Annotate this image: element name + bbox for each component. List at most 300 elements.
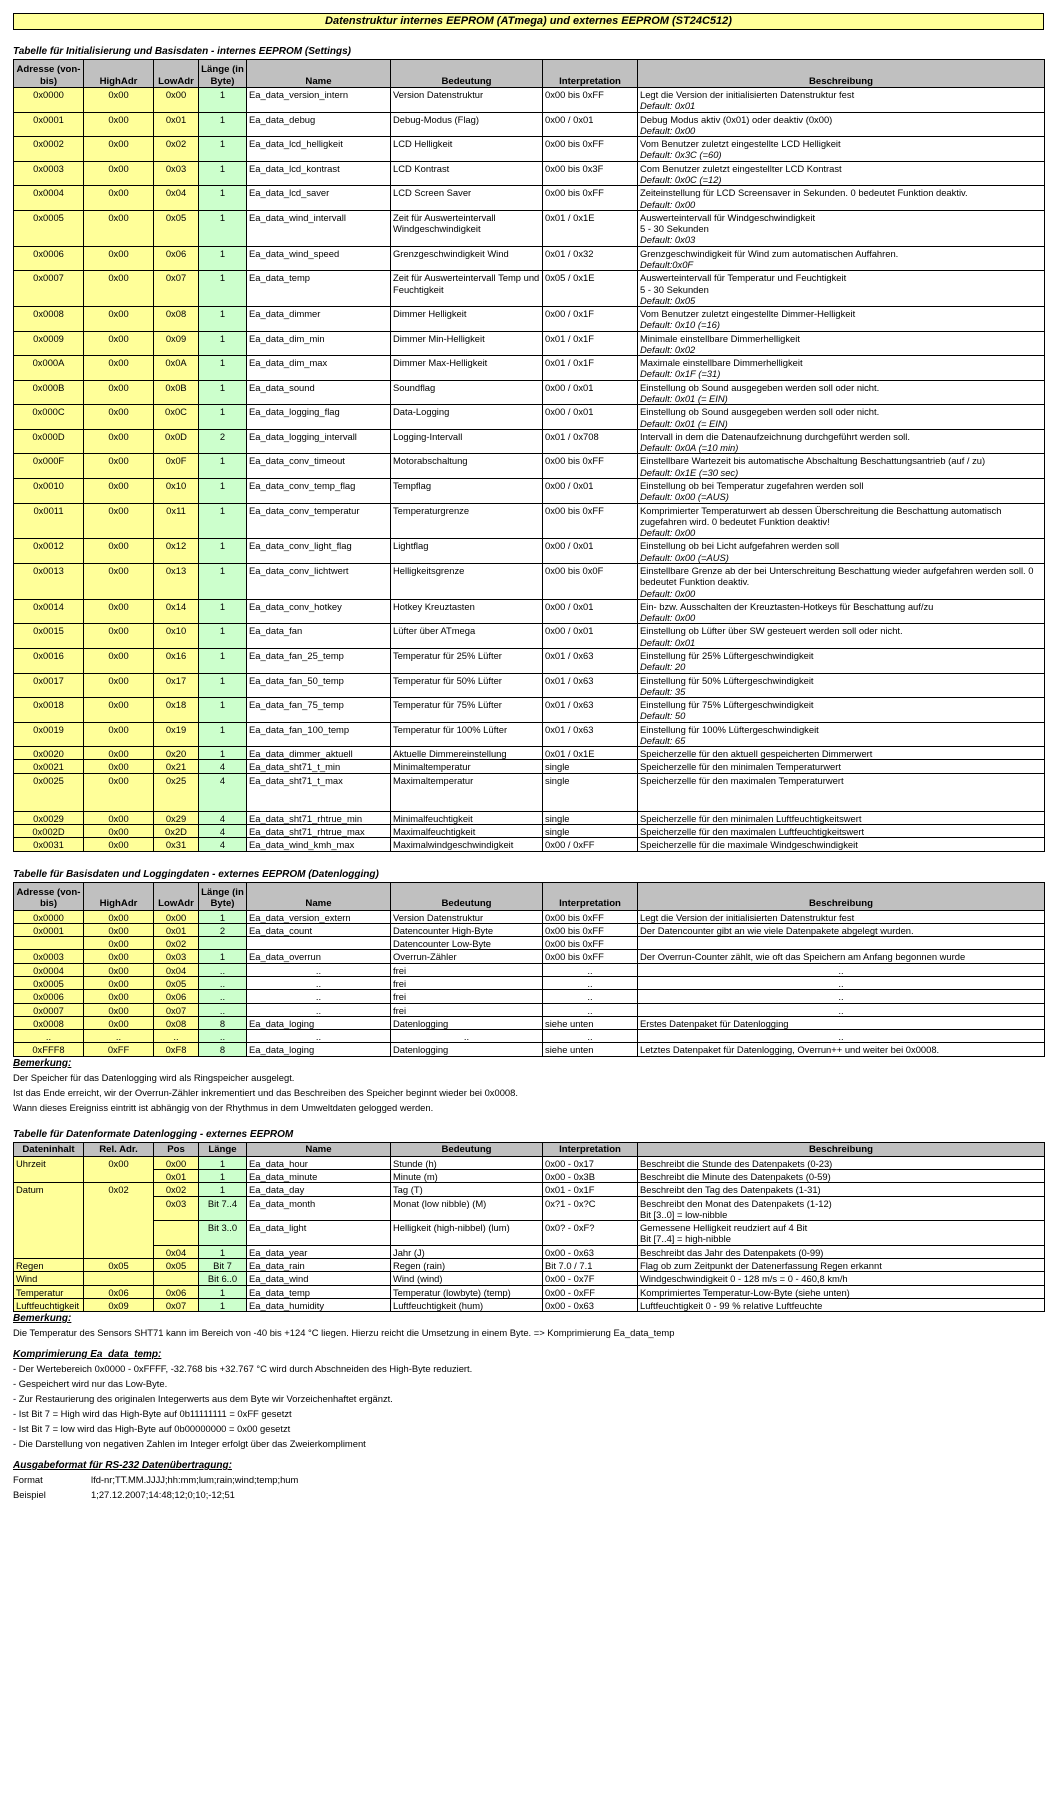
col-header-laenge: Länge (in Byte) xyxy=(199,882,247,910)
cell-interpretation: Bit 7.0 / 7.1 xyxy=(543,1258,638,1271)
cell-highadr: .. xyxy=(84,1030,154,1043)
cell-bedeutung: Aktuelle Dimmereinstellung xyxy=(391,747,543,760)
cell-lowadr: 0x03 xyxy=(154,950,199,963)
desc-line: Vom Benutzer zuletzt eingestellte Dimmer-Helligkeit xyxy=(640,308,856,320)
cell-adresse: 0x0021 xyxy=(14,760,84,773)
desc-line: 5 - 30 Sekunden xyxy=(640,223,709,235)
desc-line: Auswerteintervall für Windgeschwindigkeit xyxy=(640,211,816,223)
default-value: Default: 0x00 xyxy=(640,124,696,136)
default-value: Default:0x0F xyxy=(640,258,694,270)
cell-name: Ea_data_wind_intervall xyxy=(247,210,391,246)
cell-lowadr: 0x14 xyxy=(154,599,199,624)
cell-adresse: 0x0000 xyxy=(14,88,84,113)
cell-name: Ea_data_lcd_saver xyxy=(247,186,391,211)
cell-lowadr: 0x06 xyxy=(154,246,199,271)
cell-beschreibung: .. xyxy=(638,1030,1045,1043)
cell-bedeutung: frei xyxy=(391,977,543,990)
col-header-highadr: HighAdr xyxy=(84,60,154,88)
example-value: 1;27.12.2007;14:48;12;0;10;-12;51 xyxy=(91,1489,235,1501)
table-row xyxy=(14,1183,1045,1196)
cell-bedeutung: frei xyxy=(391,1003,543,1016)
cell-adresse: 0x0001 xyxy=(14,112,84,137)
desc-line: Minimale einstellbare Dimmerhelligkeit xyxy=(640,332,800,344)
cell-pos: 0x02 xyxy=(154,1183,199,1196)
format-table-body xyxy=(14,1156,1045,1311)
desc-line: Luftfeuchtigkeit 0 - 99 % relative Luftfeuchte xyxy=(640,1299,823,1311)
cell-interpretation: 0x00 bis 0xFF xyxy=(543,910,638,923)
cell-interpretation: 0x00 / 0x01 xyxy=(543,479,638,504)
cell-bedeutung: Wind (wind) xyxy=(391,1272,543,1285)
cell-beschreibung xyxy=(638,331,1045,356)
cell-name: Ea_data_sht71_t_min xyxy=(247,760,391,773)
desc-line: Grenzgeschwindigkeit für Wind zum automatischen Auffahren. xyxy=(640,247,899,259)
cell-laenge: 1 xyxy=(199,910,247,923)
cell-highadr: 0x00 xyxy=(84,990,154,1003)
cell-bedeutung: Logging-Intervall xyxy=(391,429,543,454)
cell-adresse: 0x0007 xyxy=(14,1003,84,1016)
table-row xyxy=(14,1285,1045,1298)
cell-laenge: 4 xyxy=(199,811,247,824)
cell-name: Ea_data_loging xyxy=(247,1043,391,1056)
desc-line: Flag ob zum Zeitpunkt der Datenerfassung Regen erkannt xyxy=(640,1259,882,1271)
table-row xyxy=(14,307,1045,332)
cell-interpretation: 0x00 bis 0xFF xyxy=(543,454,638,479)
cell-bedeutung: Temperatur für 25% Lüfter xyxy=(391,648,543,673)
desc-line: Intervall in dem die Datenaufzeichnung durchgeführt werden soll. xyxy=(640,430,910,442)
cell-interpretation: 0x01 / 0x1E xyxy=(543,210,638,246)
desc-line: Vom Benutzer zuletzt eingestellte LCD Helligkeit xyxy=(640,138,841,150)
col-header-interpretation: Interpretation xyxy=(543,882,638,910)
cell-interpretation: 0x05 / 0x1E xyxy=(543,271,638,307)
cell-highadr: 0x00 xyxy=(84,773,154,811)
cell-interpretation: 0x01 / 0x1F xyxy=(543,356,638,381)
cell-pos: 0x00 xyxy=(154,1156,199,1169)
desc-line: Einstellung für 50% Lüftergeschwindigkeit xyxy=(640,674,814,686)
table-row xyxy=(14,990,1045,1003)
cell-interpretation: 0x00 - 0x7F xyxy=(543,1272,638,1285)
cell-interpretation: 0x?1 - 0x?C xyxy=(543,1196,638,1221)
cell-beschreibung xyxy=(638,698,1045,723)
cell-reladr: 0x02 xyxy=(84,1183,154,1259)
cell-beschreibung: Legt die Version der initialisierten Datenstruktur fest xyxy=(638,910,1045,923)
logging-table-body xyxy=(14,910,1045,1056)
cell-interpretation: 0x01 / 0x1E xyxy=(543,747,638,760)
cell-lowadr: 0x16 xyxy=(154,648,199,673)
desc-line: Speicherzelle für den maximalen Temperaturwert xyxy=(640,774,844,786)
example-label: Beispiel xyxy=(13,1489,46,1501)
default-value: Default: 35 xyxy=(640,685,686,697)
desc-line: Auswerteintervall für Temperatur und Feuchtigkeit xyxy=(640,272,847,284)
cell-interpretation: .. xyxy=(543,963,638,976)
table-row xyxy=(14,937,1045,950)
desc-line: Beschreibt das Jahr des Datenpakets (0-99) xyxy=(640,1246,824,1258)
desc-line: Einstellbare Wartezeit bis automatische Abschaltung Beschattungsantrieb (auf / zu) xyxy=(640,455,986,467)
table-row xyxy=(14,648,1045,673)
cell-bedeutung: frei xyxy=(391,990,543,1003)
cell-laenge: 1 xyxy=(199,405,247,430)
cell-dateninhalt: Regen xyxy=(14,1258,84,1271)
cell-interpretation: .. xyxy=(543,1030,638,1043)
table-row xyxy=(14,1196,1045,1221)
cell-adresse: 0x0017 xyxy=(14,673,84,698)
cell-adresse: 0x0015 xyxy=(14,624,84,649)
cell-lowadr: 0x0F xyxy=(154,454,199,479)
cell-bedeutung: Temperatur für 75% Lüfter xyxy=(391,698,543,723)
table-row xyxy=(14,271,1045,307)
cell-adresse: 0x0009 xyxy=(14,331,84,356)
table-row xyxy=(14,950,1045,963)
cell-lowadr: 0x06 xyxy=(154,990,199,1003)
col-header-name: Name xyxy=(247,882,391,910)
table-row xyxy=(14,356,1045,381)
cell-adresse: 0x0016 xyxy=(14,648,84,673)
cell-adresse: 0x0014 xyxy=(14,599,84,624)
col-header-beschreibung: Beschreibung xyxy=(638,882,1045,910)
desc-line: Einstellung ob Sound ausgegeben werden soll oder nicht. xyxy=(640,381,880,393)
cell-laenge: 1 xyxy=(199,380,247,405)
default-value: Default: 65 xyxy=(640,734,686,746)
default-value: Default: 0x01 (= EIN) xyxy=(640,417,728,429)
cell-beschreibung xyxy=(638,1156,1045,1169)
cell-bedeutung: Debug-Modus (Flag) xyxy=(391,112,543,137)
cell-pos: 0x04 xyxy=(154,1245,199,1258)
default-value: Default: 0x3C (=60) xyxy=(640,149,722,161)
cell-adresse: 0x0019 xyxy=(14,722,84,747)
cell-adresse: 0x0011 xyxy=(14,503,84,539)
cell-name: Ea_data_month xyxy=(247,1196,391,1221)
desc-line: Einstellbare Grenze ab der bei Unterschreitung Beschattung wieder aufgefahren werden soll. 0 bedeutet Funktion deaktiv. xyxy=(640,564,1034,588)
cell-interpretation: 0x01 / 0x32 xyxy=(543,246,638,271)
cell-highadr: 0x00 xyxy=(84,161,154,186)
cell-interpretation: 0x00 - 0x63 xyxy=(543,1245,638,1258)
cell-beschreibung xyxy=(638,539,1045,564)
cell-name: Ea_data_temp xyxy=(247,271,391,307)
cell-adresse: 0x0007 xyxy=(14,271,84,307)
table-row xyxy=(14,977,1045,990)
cell-beschreibung xyxy=(638,722,1045,747)
cell-lowadr: 0x2D xyxy=(154,825,199,838)
cell-adresse xyxy=(14,937,84,950)
format-table xyxy=(13,1142,1045,1312)
cell-lowadr: 0x17 xyxy=(154,673,199,698)
cell-interpretation: 0x00 bis 0xFF xyxy=(543,186,638,211)
cell-name: Ea_data_count xyxy=(247,923,391,936)
cell-name: Ea_data_lcd_kontrast xyxy=(247,161,391,186)
cell-highadr: 0x00 xyxy=(84,186,154,211)
cell-pos xyxy=(154,1221,199,1246)
cell-highadr: 0x00 xyxy=(84,673,154,698)
cell-adresse: 0x000C xyxy=(14,405,84,430)
cell-highadr: 0x00 xyxy=(84,698,154,723)
cell-bedeutung: Jahr (J) xyxy=(391,1245,543,1258)
cell-bedeutung: Motorabschaltung xyxy=(391,454,543,479)
cell-interpretation: 0x00 / 0x01 xyxy=(543,539,638,564)
section2-note-line: Der Speicher für das Datenlogging wird als Ringspeicher ausgelegt. xyxy=(13,1071,295,1083)
cell-adresse: 0x0025 xyxy=(14,773,84,811)
compress-line: - Ist Bit 7 = low wird das High-Byte auf 0b00000000 = 0x00 gesetzt xyxy=(13,1423,291,1435)
cell-pos: 0x06 xyxy=(154,1285,199,1298)
cell-adresse: 0x0005 xyxy=(14,977,84,990)
desc-line: Windgeschwindigkeit 0 - 128 m/s = 0 - 460,8 km/h xyxy=(640,1273,848,1285)
col-header-interpretation: Interpretation xyxy=(543,60,638,88)
cell-highadr: 0x00 xyxy=(84,910,154,923)
example-row xyxy=(13,1487,1044,1502)
compress-title: Komprimierung Ea_data_temp: xyxy=(13,1349,162,1361)
desc-line: Einstellung ob bei Licht aufgefahren werden soll xyxy=(640,540,840,552)
cell-bedeutung: Dimmer Min-Helligkeit xyxy=(391,331,543,356)
cell-bedeutung: Temperatur (lowbyte) (temp) xyxy=(391,1285,543,1298)
default-value: Default: 50 xyxy=(640,710,686,722)
cell-reladr: 0x06 xyxy=(84,1285,154,1298)
cell-beschreibung xyxy=(638,1169,1045,1182)
cell-beschreibung xyxy=(638,563,1045,599)
cell-bedeutung: Version Datenstruktur xyxy=(391,910,543,923)
cell-laenge: 4 xyxy=(199,838,247,851)
cell-bedeutung: LCD Kontrast xyxy=(391,161,543,186)
cell-lowadr: 0x05 xyxy=(154,210,199,246)
cell-name: Ea_data_sht71_rhtrue_max xyxy=(247,825,391,838)
cell-interpretation: 0x01 / 0x63 xyxy=(543,648,638,673)
cell-bedeutung: Monat (low nibble) (M) xyxy=(391,1196,543,1221)
cell-beschreibung: .. xyxy=(638,963,1045,976)
cell-interpretation: siehe unten xyxy=(543,1016,638,1029)
cell-bedeutung: Zeit für Auswerteintervall Temp und Feuchtigkeit xyxy=(391,271,543,307)
cell-beschreibung xyxy=(638,1221,1045,1246)
cell-laenge: 8 xyxy=(199,1016,247,1029)
cell-bedeutung: Overrun-Zähler xyxy=(391,950,543,963)
table-row xyxy=(14,186,1045,211)
cell-reladr: 0x00 xyxy=(84,1156,154,1183)
cell-beschreibung xyxy=(638,161,1045,186)
cell-name: Ea_data_version_intern xyxy=(247,88,391,113)
table-row xyxy=(14,429,1045,454)
settings-table xyxy=(13,59,1045,852)
col-header-lowadr: LowAdr xyxy=(154,60,199,88)
cell-pos: 0x01 xyxy=(154,1169,199,1182)
table-row xyxy=(14,161,1045,186)
cell-highadr: 0x00 xyxy=(84,356,154,381)
cell-beschreibung xyxy=(638,210,1045,246)
cell-laenge: Bit 7..4 xyxy=(199,1196,247,1221)
section2-note-line: Wann dieses Ereigniss eintritt ist abhängig von der Rhythmus in dem Umweltdaten gelogged werden. xyxy=(13,1101,434,1113)
cell-adresse: 0x0006 xyxy=(14,246,84,271)
cell-name: Ea_data_fan_75_temp xyxy=(247,698,391,723)
cell-adresse: 0xFFF8 xyxy=(14,1043,84,1056)
cell-lowadr: 0x18 xyxy=(154,698,199,723)
table-row xyxy=(14,698,1045,723)
desc-line: Einstellung ob Lüfter über SW gesteuert werden soll oder nicht. xyxy=(640,625,903,637)
cell-bedeutung: Datenlogging xyxy=(391,1043,543,1056)
cell-highadr: 0x00 xyxy=(84,760,154,773)
cell-laenge: 1 xyxy=(199,563,247,599)
table-row xyxy=(14,760,1045,773)
cell-highadr: 0x00 xyxy=(84,331,154,356)
col-header-pos: Pos xyxy=(154,1142,199,1156)
cell-beschreibung: .. xyxy=(638,1003,1045,1016)
cell-interpretation: 0x01 / 0x63 xyxy=(543,698,638,723)
cell-bedeutung: Dimmer Max-Helligkeit xyxy=(391,356,543,381)
cell-name: Ea_data_fan_50_temp xyxy=(247,673,391,698)
cell-highadr: 0x00 xyxy=(84,454,154,479)
cell-bedeutung: LCD Helligkeit xyxy=(391,137,543,162)
cell-pos xyxy=(154,1272,199,1285)
cell-highadr: 0x00 xyxy=(84,624,154,649)
cell-interpretation: 0x00 - 0x63 xyxy=(543,1298,638,1311)
cell-lowadr: 0x00 xyxy=(154,88,199,113)
table-row xyxy=(14,825,1045,838)
section3-title: Tabelle für Datenformate Datenlogging - externes EEPROM xyxy=(13,1128,294,1140)
desc-line: Beschreibt den Tag des Datenpakets (1-31) xyxy=(640,1184,821,1196)
cell-name: Ea_data_conv_timeout xyxy=(247,454,391,479)
default-value: Default: 0x1E (=30 sec) xyxy=(640,466,739,478)
default-value: Default: 0x03 xyxy=(640,234,696,246)
cell-laenge: 1 xyxy=(199,88,247,113)
cell-laenge: .. xyxy=(199,977,247,990)
default-value: Default: 0x1F (=31) xyxy=(640,368,721,380)
page-title: Datenstruktur internes EEPROM (ATmega) und externes EEPROM (ST24C512) xyxy=(13,13,1044,30)
col-header-reladr: Rel. Adr. xyxy=(84,1142,154,1156)
cell-adresse: 0x0004 xyxy=(14,963,84,976)
cell-beschreibung: Der Overrun-Counter zählt, wie oft das Speichern am Anfang begonnen wurde xyxy=(638,950,1045,963)
section2-note-title: Bemerkung: xyxy=(13,1057,72,1069)
cell-adresse: 0x0005 xyxy=(14,210,84,246)
desc-line: Einstellung ob Sound ausgegeben werden soll oder nicht. xyxy=(640,406,880,418)
cell-beschreibung xyxy=(638,825,1045,838)
cell-beschreibung xyxy=(638,673,1045,698)
table-row xyxy=(14,1003,1045,1016)
cell-name: Ea_data_logging_flag xyxy=(247,405,391,430)
desc-line: Einstellung für 100% Lüftergeschwindigkeit xyxy=(640,723,819,735)
cell-reladr xyxy=(84,1272,154,1285)
table-row xyxy=(14,380,1045,405)
cell-beschreibung xyxy=(638,1245,1045,1258)
cell-laenge: 1 xyxy=(199,1169,247,1182)
cell-bedeutung: Minimalfeuchtigkeit xyxy=(391,811,543,824)
cell-name: Ea_data_wind xyxy=(247,1272,391,1285)
cell-laenge: .. xyxy=(199,1003,247,1016)
table-row xyxy=(14,1272,1045,1285)
cell-interpretation: 0x00 - 0x17 xyxy=(543,1156,638,1169)
table-row xyxy=(14,923,1045,936)
cell-beschreibung xyxy=(638,429,1045,454)
cell-interpretation: single xyxy=(543,773,638,811)
cell-adresse: 0x0006 xyxy=(14,990,84,1003)
cell-highadr: 0x00 xyxy=(84,271,154,307)
table-row xyxy=(14,1245,1045,1258)
cell-beschreibung xyxy=(638,246,1045,271)
col-header-beschreibung: Beschreibung xyxy=(638,60,1045,88)
cell-interpretation: 0x01 / 0x63 xyxy=(543,673,638,698)
table-row xyxy=(14,838,1045,851)
cell-bedeutung: Luftfeuchtigkeit (hum) xyxy=(391,1298,543,1311)
cell-name: Ea_data_sht71_t_max xyxy=(247,773,391,811)
cell-laenge: Bit 7 xyxy=(199,1258,247,1271)
cell-bedeutung: Datencounter High-Byte xyxy=(391,923,543,936)
cell-highadr: 0xFF xyxy=(84,1043,154,1056)
cell-beschreibung xyxy=(638,1272,1045,1285)
cell-name: Ea_data_rain xyxy=(247,1258,391,1271)
desc-line: Debug Modus aktiv (0x01) oder deaktiv (0x00) xyxy=(640,113,833,125)
cell-name: Ea_data_sound xyxy=(247,380,391,405)
default-value: Default: 0x00 xyxy=(640,612,696,624)
cell-highadr: 0x00 xyxy=(84,648,154,673)
cell-name: Ea_data_conv_temperatur xyxy=(247,503,391,539)
cell-laenge: 1 xyxy=(199,356,247,381)
cell-bedeutung: Maximalfeuchtigkeit xyxy=(391,825,543,838)
table-row xyxy=(14,910,1045,923)
cell-lowadr: 0x0A xyxy=(154,356,199,381)
default-value: Default: 0x00 xyxy=(640,587,696,599)
cell-name: Ea_data_fan xyxy=(247,624,391,649)
cell-interpretation: siehe unten xyxy=(543,1043,638,1056)
default-value: Default: 0x01 (= EIN) xyxy=(640,393,728,405)
cell-name: Ea_data_wind_speed xyxy=(247,246,391,271)
cell-beschreibung: Erstes Datenpaket für Datenlogging xyxy=(638,1016,1045,1029)
cell-adresse: 0x0003 xyxy=(14,161,84,186)
section3-note: Die Temperatur des Sensors SHT71 kann im Bereich von -40 bis +124 °C liegen. Hierzu reicht die Umsetzung in einem Byte. => Komprimierung Ea_data_temp xyxy=(13,1327,675,1339)
cell-highadr: 0x00 xyxy=(84,1016,154,1029)
desc-line: Komprimiertes Temperatur-Low-Byte (siehe unten) xyxy=(640,1286,850,1298)
cell-interpretation: 0x00 bis 0xFF xyxy=(543,937,638,950)
cell-beschreibung xyxy=(638,380,1045,405)
col-header-laenge: Länge xyxy=(199,1142,247,1156)
cell-name: Ea_data_debug xyxy=(247,112,391,137)
cell-highadr: 0x00 xyxy=(84,950,154,963)
cell-laenge: 1 xyxy=(199,698,247,723)
cell-beschreibung xyxy=(638,937,1045,950)
format-row xyxy=(13,1472,1044,1487)
cell-laenge: 1 xyxy=(199,246,247,271)
cell-bedeutung: Temperatur für 100% Lüfter xyxy=(391,722,543,747)
cell-interpretation: 0x00 bis 0xFF xyxy=(543,923,638,936)
cell-lowadr: 0x11 xyxy=(154,503,199,539)
cell-interpretation: 0x00 bis 0x0F xyxy=(543,563,638,599)
format-value: lfd-nr;TT.MM.JJJJ;hh:mm;lum;rain;wind;temp;hum xyxy=(91,1474,299,1486)
cell-name: Ea_data_fan_100_temp xyxy=(247,722,391,747)
cell-dateninhalt: Temperatur xyxy=(14,1285,84,1298)
cell-lowadr: 0x08 xyxy=(154,1016,199,1029)
cell-lowadr: 0x13 xyxy=(154,563,199,599)
cell-name: Ea_data_version_extern xyxy=(247,910,391,923)
cell-highadr: 0x00 xyxy=(84,405,154,430)
col-header-lowadr: LowAdr xyxy=(154,882,199,910)
desc-line: Komprimierter Temperaturwert ab dessen Überschreitung die Beschattung automatisch zugefahren wird. 0 bedeutet Funktion deaktiv! xyxy=(640,504,1002,527)
cell-interpretation: 0x01 / 0x708 xyxy=(543,429,638,454)
cell-laenge: 1 xyxy=(199,950,247,963)
table-row xyxy=(14,503,1045,539)
table-row xyxy=(14,479,1045,504)
desc-line: Zeiteinstellung für LCD Screensaver in Sekunden. 0 bedeutet Funktion deaktiv. xyxy=(640,187,968,199)
cell-laenge: 1 xyxy=(199,747,247,760)
col-header-name: Name xyxy=(247,1142,391,1156)
cell-laenge: 1 xyxy=(199,539,247,564)
cell-adresse: 0x0020 xyxy=(14,747,84,760)
cell-reladr: 0x09 xyxy=(84,1298,154,1311)
table-row xyxy=(14,331,1045,356)
cell-beschreibung xyxy=(638,307,1045,332)
cell-adresse: 0x0010 xyxy=(14,479,84,504)
default-value: Default: 0x00 (=AUS) xyxy=(640,551,729,563)
cell-name: Ea_data_year xyxy=(247,1245,391,1258)
cell-adresse: 0x0012 xyxy=(14,539,84,564)
cell-name: Ea_data_conv_hotkey xyxy=(247,599,391,624)
cell-beschreibung xyxy=(638,624,1045,649)
cell-beschreibung xyxy=(638,454,1045,479)
cell-beschreibung xyxy=(638,503,1045,539)
cell-highadr: 0x00 xyxy=(84,747,154,760)
cell-laenge: .. xyxy=(199,990,247,1003)
table-row xyxy=(14,747,1045,760)
